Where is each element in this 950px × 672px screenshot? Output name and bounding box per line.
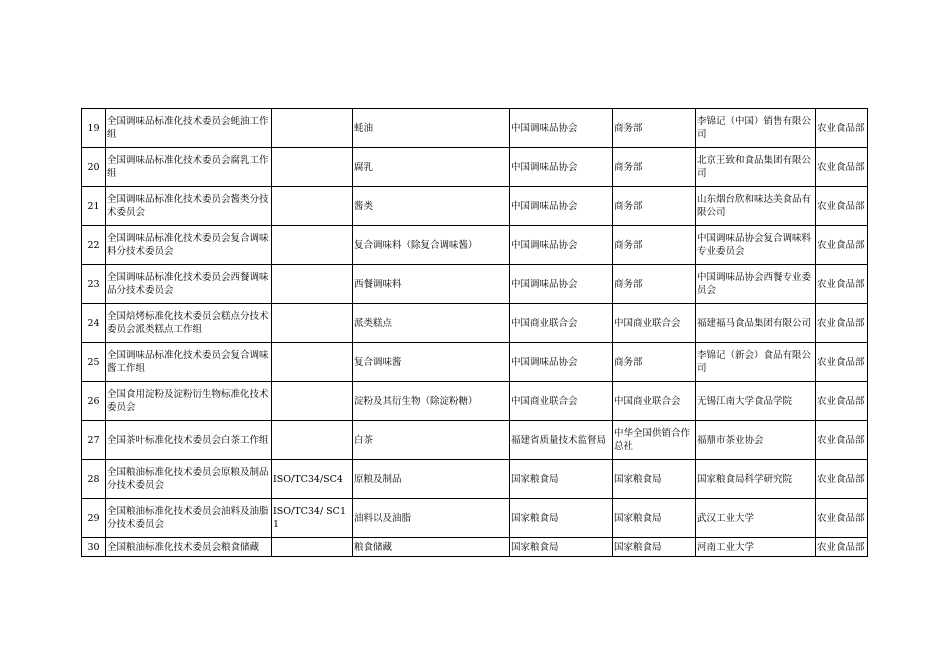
committee-name-cell: 全国粮油标准化技术委员会油料及油脂分技术委员会 — [106, 499, 272, 538]
secretariat-unit-cell: 中国调味品协会西餐专业委员会 — [696, 265, 816, 304]
table-row — [82, 421, 868, 460]
committee-name-cell: 全国调味品标准化技术委员会腐乳工作组 — [106, 148, 272, 187]
work-scope-cell: 粮食储藏 — [353, 538, 510, 557]
supervising-department-cell: 中华全国供销合作总社 — [613, 421, 696, 460]
category-cell: 农业食品部 — [816, 538, 868, 557]
work-scope-cell: 西餐调味料 — [353, 265, 510, 304]
work-scope-cell: 白茶 — [353, 421, 510, 460]
international-counterpart-cell — [272, 304, 353, 343]
committee-name-cell: 全国调味品标准化技术委员会复合调味酱工作组 — [106, 343, 272, 382]
row-number-cell: 26 — [82, 382, 106, 421]
international-counterpart-cell — [272, 382, 353, 421]
category-cell: 农业食品部 — [816, 265, 868, 304]
international-counterpart-cell — [272, 148, 353, 187]
secretariat-unit-cell: 河南工业大学 — [696, 538, 816, 557]
row-number-cell: 30 — [82, 538, 106, 557]
committee-name-cell: 全国调味品标准化技术委员会西餐调味品分技术委员会 — [106, 265, 272, 304]
committee-name-cell: 全国茶叶标准化技术委员会白茶工作组 — [106, 421, 272, 460]
row-number-cell: 22 — [82, 226, 106, 265]
international-counterpart-cell — [272, 265, 353, 304]
responsible-organization-cell: 中国商业联合会 — [510, 382, 613, 421]
work-scope-cell: 复合调味料（除复合调味酱） — [353, 226, 510, 265]
international-counterpart-cell: ISO/TC34/SC4 — [272, 460, 353, 499]
table-row — [82, 187, 868, 226]
secretariat-unit-cell: 李锦记（新会）食品有限公司 — [696, 343, 816, 382]
row-number-cell: 19 — [82, 109, 106, 148]
international-counterpart-cell — [272, 343, 353, 382]
secretariat-unit-cell: 山东烟台欣和味达美食品有限公司 — [696, 187, 816, 226]
table-row — [82, 226, 868, 265]
category-cell: 农业食品部 — [816, 343, 868, 382]
work-scope-cell: 油料以及油脂 — [353, 499, 510, 538]
committee-name-cell: 全国食用淀粉及淀粉衍生物标准化技术委员会 — [106, 382, 272, 421]
secretariat-unit-cell: 中国调味品协会复合调味料专业委员会 — [696, 226, 816, 265]
supervising-department-cell: 国家粮食局 — [613, 538, 696, 557]
secretariat-unit-cell: 武汉工业大学 — [696, 499, 816, 538]
table-row — [82, 460, 868, 499]
work-scope-cell: 复合调味酱 — [353, 343, 510, 382]
committee-name-cell: 全国调味品标准化技术委员会复合调味料分技术委员会 — [106, 226, 272, 265]
table-row — [82, 382, 868, 421]
secretariat-unit-cell: 北京王致和食品集团有限公司 — [696, 148, 816, 187]
table-row — [82, 109, 868, 148]
work-scope-cell: 派类糕点 — [353, 304, 510, 343]
responsible-organization-cell: 福建省质量技术监督局 — [510, 421, 613, 460]
category-cell: 农业食品部 — [816, 421, 868, 460]
row-number-cell: 25 — [82, 343, 106, 382]
supervising-department-cell: 商务部 — [613, 265, 696, 304]
work-scope-cell: 原粮及制品 — [353, 460, 510, 499]
table-row — [82, 538, 868, 557]
committee-name-cell: 全国调味品标准化技术委员会蚝油工作组 — [106, 109, 272, 148]
work-scope-cell: 蚝油 — [353, 109, 510, 148]
category-cell: 农业食品部 — [816, 382, 868, 421]
row-number-cell: 28 — [82, 460, 106, 499]
responsible-organization-cell: 中国调味品协会 — [510, 265, 613, 304]
secretariat-unit-cell: 国家粮食局科学研究院 — [696, 460, 816, 499]
international-counterpart-cell: ISO/TC34/ SC11 — [272, 499, 353, 538]
committee-table-body — [82, 109, 868, 557]
supervising-department-cell: 商务部 — [613, 187, 696, 226]
international-counterpart-cell — [272, 538, 353, 557]
committee-name-cell: 全国粮油标准化技术委员会原粮及制品分技术委员会 — [106, 460, 272, 499]
supervising-department-cell: 商务部 — [613, 148, 696, 187]
international-counterpart-cell — [272, 421, 353, 460]
work-scope-cell: 淀粉及其衍生物（除淀粉糖） — [353, 382, 510, 421]
international-counterpart-cell — [272, 109, 353, 148]
row-number-cell: 29 — [82, 499, 106, 538]
committee-table — [81, 108, 868, 557]
table-row — [82, 343, 868, 382]
responsible-organization-cell: 中国调味品协会 — [510, 187, 613, 226]
work-scope-cell: 酱类 — [353, 187, 510, 226]
responsible-organization-cell: 中国调味品协会 — [510, 226, 613, 265]
category-cell: 农业食品部 — [816, 148, 868, 187]
secretariat-unit-cell: 福鼎市茶业协会 — [696, 421, 816, 460]
responsible-organization-cell: 国家粮食局 — [510, 460, 613, 499]
international-counterpart-cell — [272, 226, 353, 265]
row-number-cell: 20 — [82, 148, 106, 187]
table-row — [82, 265, 868, 304]
responsible-organization-cell: 中国商业联合会 — [510, 304, 613, 343]
secretariat-unit-cell: 李锦记（中国）销售有限公司 — [696, 109, 816, 148]
responsible-organization-cell: 中国调味品协会 — [510, 109, 613, 148]
supervising-department-cell: 商务部 — [613, 109, 696, 148]
table-row — [82, 148, 868, 187]
supervising-department-cell: 商务部 — [613, 226, 696, 265]
supervising-department-cell: 中国商业联合会 — [613, 382, 696, 421]
work-scope-cell: 腐乳 — [353, 148, 510, 187]
international-counterpart-cell — [272, 187, 353, 226]
table-row — [82, 499, 868, 538]
committee-name-cell: 全国焙烤标准化技术委员会糕点分技术委员会派类糕点工作组 — [106, 304, 272, 343]
secretariat-unit-cell: 福建福马食品集团有限公司 — [696, 304, 816, 343]
responsible-organization-cell: 国家粮食局 — [510, 538, 613, 557]
table-row — [82, 304, 868, 343]
secretariat-unit-cell: 无锡江南大学食品学院 — [696, 382, 816, 421]
category-cell: 农业食品部 — [816, 460, 868, 499]
committee-name-cell: 全国粮油标准化技术委员会粮食储藏 — [106, 538, 272, 557]
category-cell: 农业食品部 — [816, 226, 868, 265]
responsible-organization-cell: 国家粮食局 — [510, 499, 613, 538]
responsible-organization-cell: 中国调味品协会 — [510, 343, 613, 382]
supervising-department-cell: 国家粮食局 — [613, 460, 696, 499]
category-cell: 农业食品部 — [816, 187, 868, 226]
category-cell: 农业食品部 — [816, 109, 868, 148]
row-number-cell: 23 — [82, 265, 106, 304]
committee-name-cell: 全国调味品标准化技术委员会酱类分技术委员会 — [106, 187, 272, 226]
supervising-department-cell: 商务部 — [613, 343, 696, 382]
category-cell: 农业食品部 — [816, 304, 868, 343]
supervising-department-cell: 中国商业联合会 — [613, 304, 696, 343]
supervising-department-cell: 国家粮食局 — [613, 499, 696, 538]
row-number-cell: 24 — [82, 304, 106, 343]
responsible-organization-cell: 中国调味品协会 — [510, 148, 613, 187]
category-cell: 农业食品部 — [816, 499, 868, 538]
row-number-cell: 21 — [82, 187, 106, 226]
row-number-cell: 27 — [82, 421, 106, 460]
